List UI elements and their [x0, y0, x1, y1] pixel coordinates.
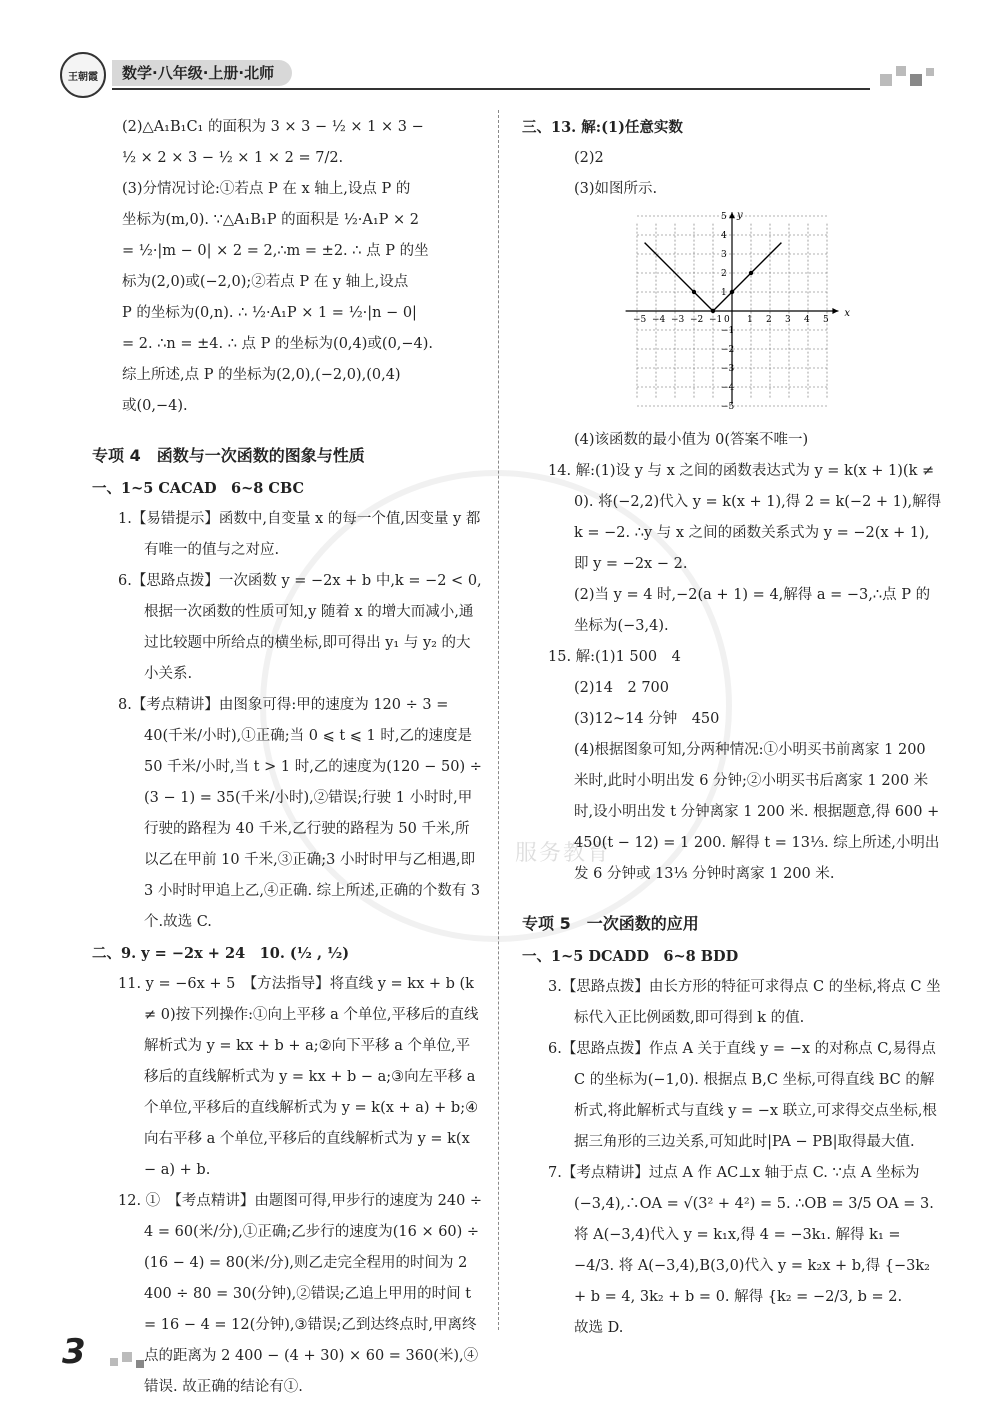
page-number: 3 [62, 1332, 86, 1372]
x-tick-label: −2 [690, 315, 704, 325]
x-tick-label: −5 [633, 315, 647, 325]
header-decoration [880, 66, 940, 90]
x-tick-label: −1 [709, 315, 723, 325]
y-tick-label: 2 [721, 269, 727, 279]
right-line: 一、1~5 DCADD 6~8 BDD [522, 948, 739, 965]
x-tick-label: 0 [724, 315, 730, 325]
function-line [656, 254, 770, 311]
x-tick-label: 1 [747, 315, 753, 325]
header-rule [112, 88, 870, 90]
y-tick-label: −4 [721, 383, 735, 393]
right-line: 故选 D. [574, 1320, 624, 1336]
left-line: = ½·|m − 0| × 2 = 2,∴m = ±2. ∴ 点 P 的坐 [122, 243, 429, 259]
logo-text: 王朝霞 [68, 71, 98, 83]
function-point [711, 309, 715, 313]
x-tick-label: −4 [652, 315, 666, 325]
left-line: = 2. ∴n = ±4. ∴ 点 P 的坐标为(0,4)或(0,−4). [122, 336, 434, 352]
right-line: 7.【考点精讲】过点 A 作 AC⊥x 轴于点 C. ∵点 A 坐标为(−3,4),∴OA = √(3² + 4²) = 5. ∴OB = 3/5 OA = 3. 将 A(−3,4)代入 y = k₁x,得 4 = −3k₁. 解得 k₁ = −4/3. 将 A(−3,4),B(3,0)代入 y = k₂x + b,得 {−3k₂ + b = 4, 3k₂ + b = 0. 解得 {k₂ = −2/3, b = 2. [548, 1165, 934, 1305]
y-tick-label: 5 [721, 212, 727, 222]
right-line: 14. 解:(1)设 y 与 x 之间的函数表达式为 y = k(x + 1)(k ≠ 0). 将(−2,2)代入 y = k(x + 1),得 2 = k(−2 + 1),解得 k = −2. ∴y 与 x 之间的函数关系式为 y = −2(x + 1),即 y = −2x − 2. [548, 463, 942, 572]
y-tick-label: −2 [721, 345, 735, 355]
y-tick-label: 4 [721, 231, 727, 241]
y-tick-label: −5 [721, 402, 735, 412]
y-axis-label: y [737, 210, 743, 222]
watermark-text: 服务教育 [515, 841, 612, 866]
left-column [92, 112, 484, 1403]
left-line: 或(0,−4). [122, 398, 188, 414]
right-line: (4)该函数的最小值为 0(答案不唯一) [574, 432, 809, 448]
page-header [60, 52, 940, 98]
y-tick-label: −3 [721, 364, 735, 374]
y-tick-label: −1 [721, 326, 735, 336]
function-line-extension [645, 243, 656, 254]
left-line: (3)分情况讨论:①若点 P 在 x 轴上,设点 P 的 [122, 181, 411, 197]
left-line: (2)△A₁B₁C₁ 的面积为 3 × 3 − ½ × 1 × 3 − [122, 119, 424, 135]
function-point [730, 290, 734, 294]
x-axis-label: x [844, 308, 851, 319]
right-line: (2)14 2 700 [574, 680, 670, 696]
publisher-logo [60, 52, 106, 98]
function-point [749, 271, 753, 275]
section-heading: 专项 5 一次函数的应用 [522, 914, 699, 933]
x-tick-label: 2 [766, 315, 772, 325]
left-line: P 的坐标为(0,n). ∴ ½·A₁P × 1 = ½·|n − 0| [122, 305, 417, 321]
right-line: (3)12~14 分钟 450 [574, 711, 720, 727]
function-graph [622, 210, 851, 421]
right-line: (2)2 [574, 150, 604, 166]
right-line: 3.【思路点拨】由长方形的特征可求得点 C 的坐标,将点 C 坐标代入正比例函数,即可得到 k 的值. [548, 979, 941, 1026]
y-tick-label: 1 [721, 288, 727, 298]
left-line: 一、1~5 CACAD 6~8 CBC [92, 480, 305, 497]
left-line: 1.【易错提示】函数中,自变量 x 的每一个值,因变量 y 都有唯一的值与之对应. [118, 511, 481, 558]
function-point [692, 290, 696, 294]
left-line: 综上所述,点 P 的坐标为(2,0),(−2,0),(0,4) [122, 367, 401, 383]
function-line-extension [770, 243, 781, 254]
right-column [522, 112, 942, 1344]
y-axis-arrow [729, 212, 735, 218]
left-line: 二、9. y = −2x + 24 10. (½ , ½) [92, 945, 350, 962]
section-heading: 专项 4 函数与一次函数的图象与性质 [92, 446, 365, 465]
x-tick-label: 4 [804, 315, 810, 325]
left-line: 标为(2,0)或(−2,0);②若点 P 在 y 轴上,设点 [122, 274, 409, 290]
left-line: 12. ① 【考点精讲】由题图可得,甲步行的速度为 240 ÷ 4 = 60(米/分),①正确;乙步行的速度为(16 × 60) ÷ (16 − 4) = 80(米/分),则乙走完全程用的时间为 2 400 ÷ 80 = 30(分钟),②错误;乙追上甲用的时间 t = 16 − 4 = 12(分钟),③错误;乙到达终点时,甲离终点的距离为 2 400 − (4 + 30) × 60 = 360(米),④错误. 故正确的结论有①. [118, 1193, 483, 1395]
right-line: 15. 解:(1)1 500 4 [548, 649, 681, 665]
x-axis-arrow [832, 308, 838, 314]
left-line: ½ × 2 × 3 − ½ × 1 × 2 = 7/2. [122, 150, 344, 166]
right-line: 6.【思路点拨】作点 A 关于直线 y = −x 的对称点 C,易得点 C 的坐标为(−1,0). 根据点 B,C 坐标,可得直线 BC 的解析式,将此解析式与直线 y = −x 联立,可求得交点坐标,根据三角形的三边关系,可知此时|PA − PB|取得最大值. [548, 1041, 937, 1150]
function-graph-svg [622, 210, 851, 421]
left-line: 6.【思路点拨】一次函数 y = −2x + b 中,k = −2 < 0,根据一次函数的性质可知,y 随着 x 的增大而减小,通过比较题中所给点的横坐标,即可得出 y₁ 与 y₂ 的大小关系. [118, 573, 482, 682]
column-divider [498, 110, 499, 1330]
right-line: (2)当 y = 4 时,−2(a + 1) = 4,解得 a = −3,∴点 P 的坐标为(−3,4). [574, 587, 931, 634]
left-line: 8.【考点精讲】由图象可得:甲的速度为 120 ÷ 3 = 40(千米/小时),①正确;当 0 ⩽ t ⩽ 1 时,乙的速度是 50 千米/小时,当 t > 1 时,乙的速度为(120 − 50) ÷ (3 − 1) = 35(千米/小时),②错误;行驶 1 小时时,甲行驶的路程为 40 千米,乙行驶的路程为 50 千米,所以乙在甲前 10 千米,③正确;3 小时时甲与乙相遇,即 3 小时时甲追上乙,④正确. 综上所述,正确的个数有 3 个.故选 C. [118, 697, 482, 930]
right-line: 三、13. 解:(1)任意实数 [522, 119, 683, 136]
right-column-top [522, 112, 942, 205]
x-tick-label: −3 [671, 315, 685, 325]
footer-decoration [110, 1352, 160, 1372]
book-title: 数学·八年级·上册·北师 [112, 60, 292, 86]
x-tick-label: 3 [785, 315, 791, 325]
y-tick-label: 3 [721, 250, 727, 260]
left-line: 坐标为(m,0). ∵△A₁B₁P 的面积是 ½·A₁P × 2 [122, 212, 420, 228]
right-line: (3)如图所示. [574, 181, 658, 197]
x-tick-label: 5 [823, 315, 829, 325]
left-line: 11. y = −6x + 5 【方法指导】将直线 y = kx + b (k ≠ 0)按下列操作:①向上平移 a 个单位,平移后的直线解析式为 y = kx + b + a;②向下平移 a 个单位,平移后的直线解析式为 y = kx + b − a;③向左平移 a 个单位,平移后的直线解析式为 y = k(x + a) + b;④向右平移 a 个单位,平移后的直线解析式为 y = k(x − a) + b. [118, 976, 479, 1178]
right-line: (4)根据图象可知,分两种情况:①小明买书前离家 1 200 米时,此时小明出发 6 分钟;②小明买书后离家 1 200 米时,设小明出发 t 分钟离家 1 200 米. 根据题意,得 600 + 450(t − 12) = 1 200. 解得 t = 13⅓. 综上所述,小明出发 6 分钟或 13⅓ 分钟时离家 1 200 米. [574, 742, 940, 882]
right-column-bottom [522, 425, 942, 1344]
